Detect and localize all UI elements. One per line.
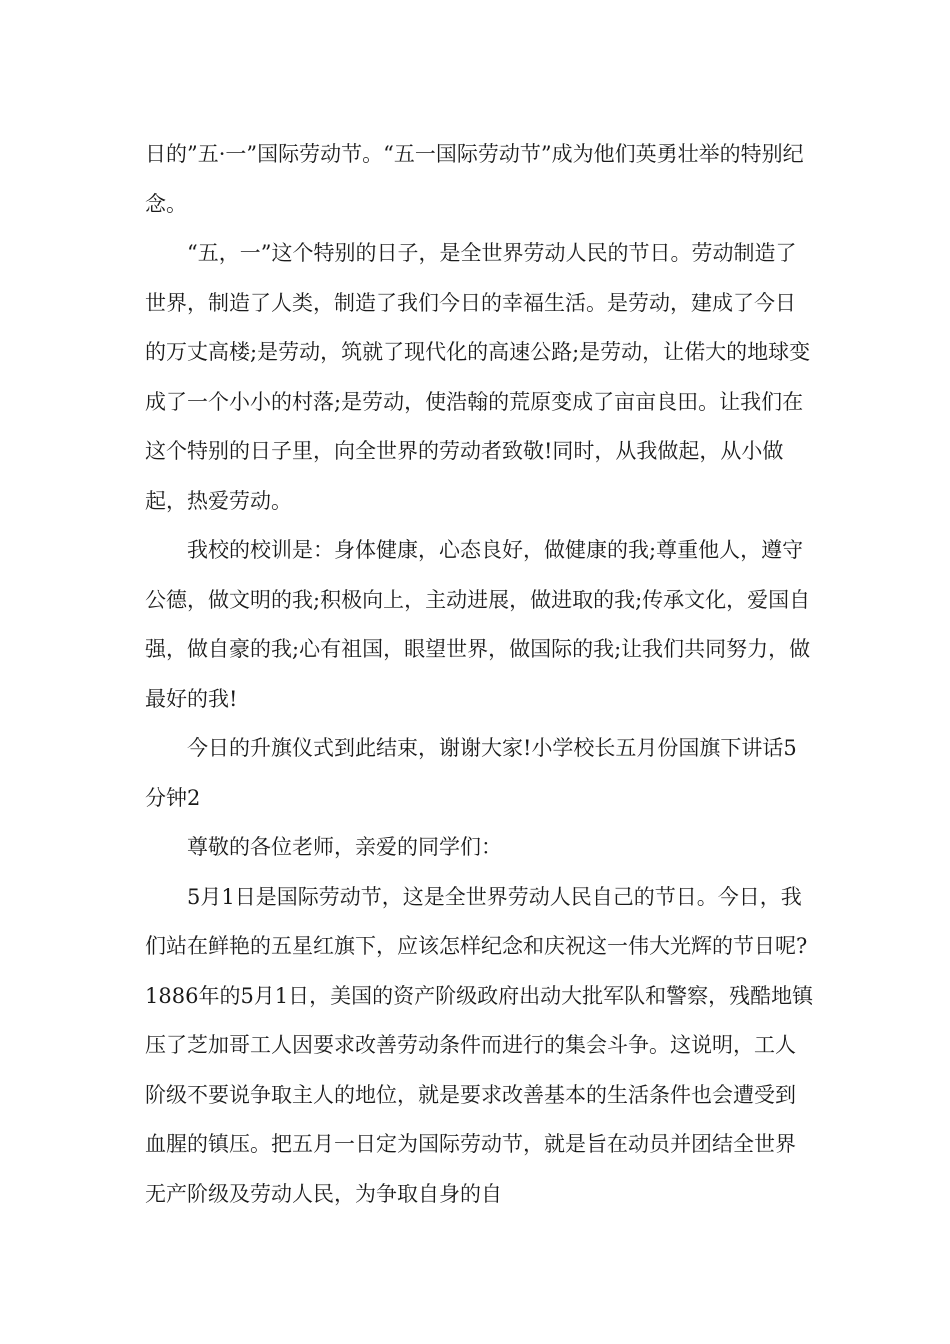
paragraph-history: 5月1日是国际劳动节，这是全世界劳动人民自己的节日。今日，我们站在鲜艳的五星红旗下，应该怎样纪念和庆祝这一伟大光辉的节日呢?1886年的5月1日，美国的资产阶级政府出动大批军队和警察，残酷地镇压了芝加哥工人因要求改善劳动条件而进行的集会斗争。这说明，工人阶级不要说争取主人的地位，就是要求改善基本的生活条件也会遭受到血腥的镇压。把五月一日定为国际劳动节，就是旨在动员并团结全世界无产阶级及劳动人民，为争取自身的自 — [145, 884, 814, 1206]
paragraph-closing-and-title: 今日的升旗仪式到此结束，谢谢大家!小学校长五月份国旗下讲话5分钟2 — [145, 736, 797, 810]
paragraph-continuation: 日的”五·一”国际劳动节。“五一国际劳动节”成为他们英勇壮举的特别纪念。 — [145, 142, 804, 216]
paragraph-school-motto: 我校的校训是：身体健康，心态良好，做健康的我;尊重他人，遵守公德，做文明的我;积极向上，主动进展，做进取的我;传承文化，爱国自强，做自豪的我;心有祖国，眼望世界，做国际的我;让我们共同努力，做最好的我! — [145, 538, 811, 711]
document-body — [145, 130, 815, 1219]
paragraph-labor-day-meaning: “五，一”这个特别的日子，是全世界劳动人民的节日。劳动制造了世界，制造了人类，制造了我们今日的幸福生活。是劳动，建成了今日的万丈高楼;是劳动，筑就了现代化的高速公路;是劳动，让偌大的地球变成了一个小小的村落;是劳动，使浩翰的荒原变成了亩亩良田。让我们在这个特别的日子里，向全世界的劳动者致敬!同时，从我做起，从小做起，热爱劳动。 — [145, 241, 811, 513]
paragraph-greeting: 尊敬的各位老师，亲爱的同学们： — [187, 835, 502, 859]
